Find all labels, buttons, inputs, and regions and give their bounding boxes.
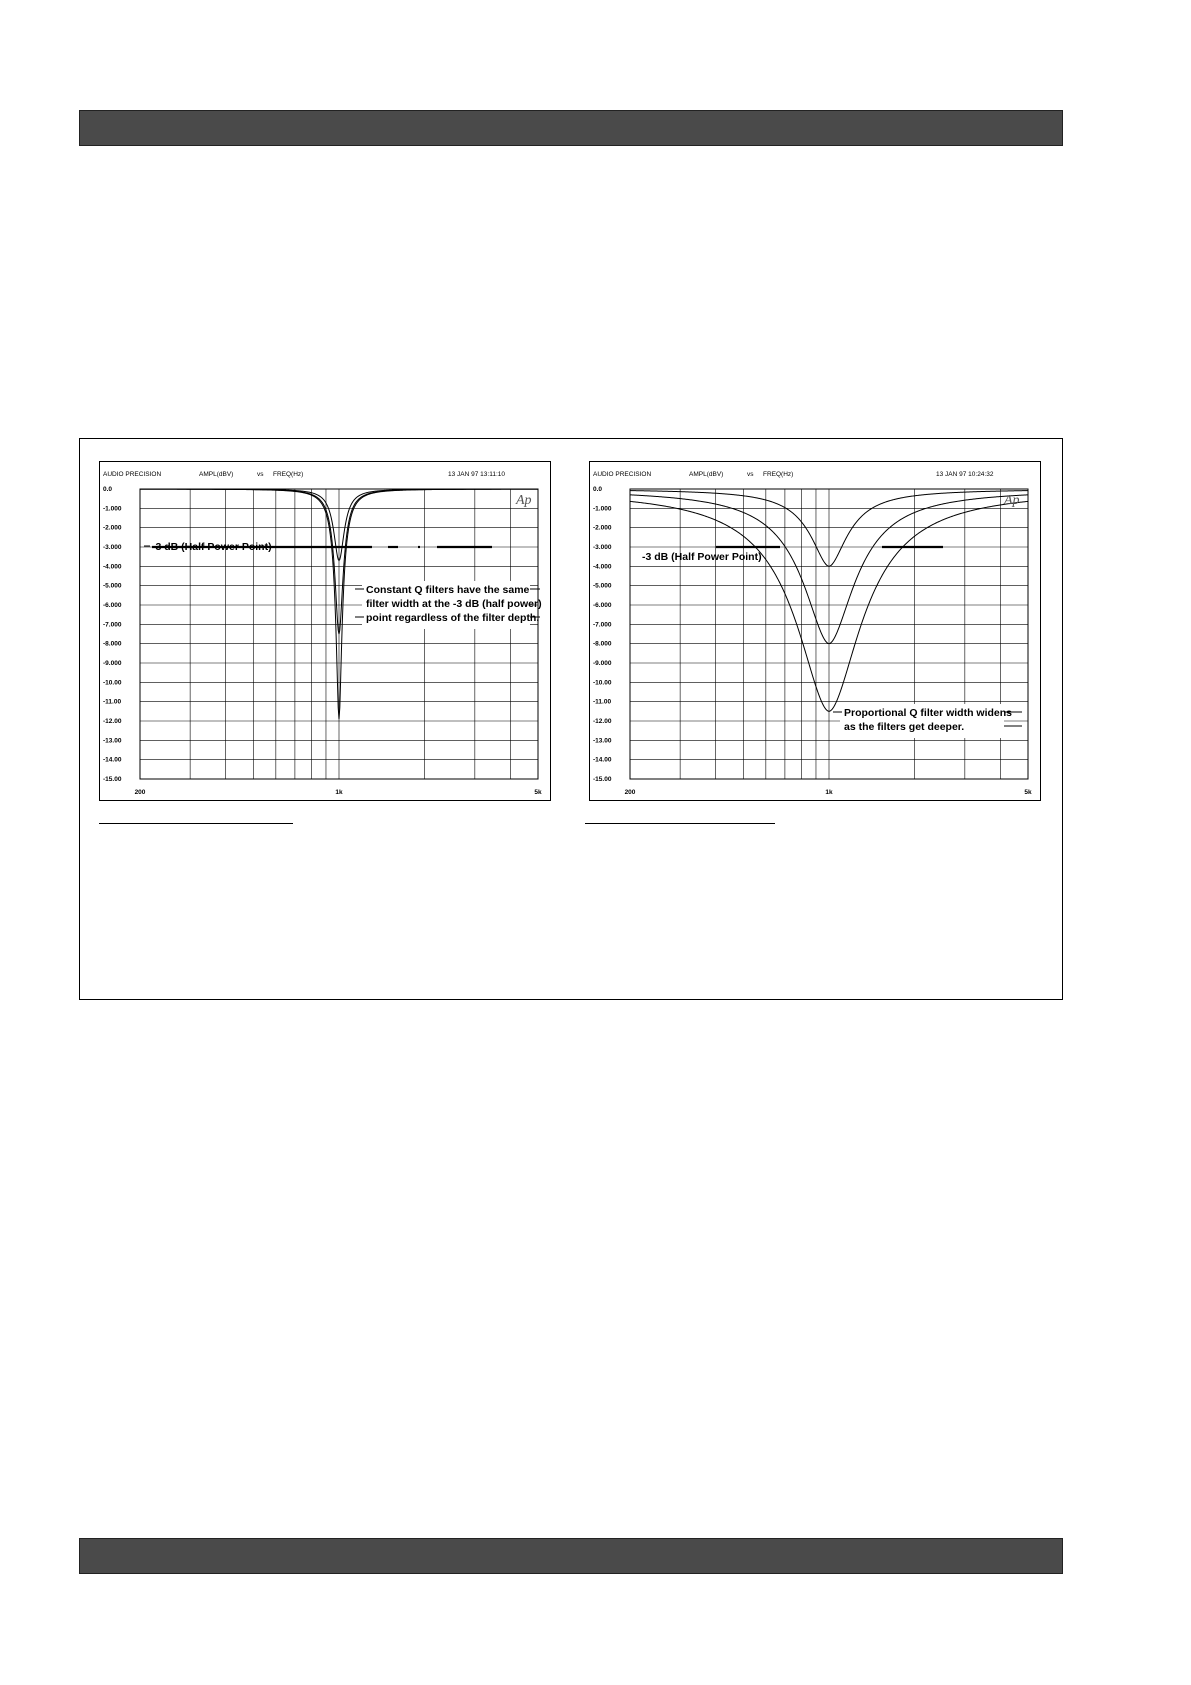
y-tick-label: -4.000 [103, 563, 122, 571]
x-tick-label: 1k [825, 789, 833, 796]
y-tick-label: -7.000 [103, 621, 122, 629]
chart-source-label: AUDIO PRECISION [103, 471, 162, 478]
x-tick-label: 5k [534, 789, 542, 796]
chart-timestamp: 13 JAN 97 13:11:10 [448, 471, 505, 478]
x-tick-label: 5k [1024, 789, 1032, 796]
y-tick-label: -9.000 [103, 660, 122, 667]
chart-vs-label: vs [257, 471, 264, 478]
y-tick-label: -14.00 [593, 756, 612, 764]
x-tick-label: 200 [624, 789, 636, 796]
ap-logo: Ap [1004, 493, 1020, 508]
chart-vs-label: vs [747, 471, 754, 478]
y-tick-label: -1.000 [103, 505, 122, 513]
y-tick-label: -8.000 [593, 640, 612, 648]
y-tick-label: -10.00 [593, 679, 612, 687]
y-tick-label: -5.000 [593, 582, 612, 590]
y-tick-label: -10.00 [103, 679, 122, 687]
y-tick-label: 0.0 [103, 486, 113, 493]
y-tick-label: -5.000 [103, 582, 122, 590]
annotation-text: filter width at the -3 dB (half power) [366, 598, 542, 610]
chart-y-quantity-label: AMPL(dBV) [199, 471, 234, 478]
annotation-text: as the filters get deeper. [844, 721, 965, 733]
half-power-label: -3 dB (Half Power Point) [642, 551, 762, 563]
y-tick-label: -12.00 [103, 718, 122, 725]
chart-x-quantity-label: FREQ(Hz) [763, 471, 794, 478]
y-tick-label: -1.000 [593, 505, 612, 513]
x-tick-label: 1k [335, 789, 343, 796]
x-tick-label: 200 [134, 789, 146, 796]
y-tick-label: -14.00 [103, 756, 122, 764]
figure-caption-rule [585, 823, 775, 824]
chart-timestamp: 13 JAN 97 10:24:32 [936, 471, 994, 478]
y-tick-label: -2.000 [103, 524, 122, 532]
annotation-text: Proportional Q filter width widens [844, 707, 1013, 719]
header-bar [79, 110, 1063, 146]
annotation-text: point regardless of the filter depth. [366, 612, 540, 624]
y-tick-label: -3.000 [593, 544, 612, 551]
y-tick-label: -2.000 [593, 524, 612, 532]
half-power-label: -3 dB (Half Power Point) [152, 541, 272, 553]
y-tick-label: -7.000 [593, 621, 612, 629]
proportional-q-plot [589, 461, 1041, 801]
y-tick-label: -6.000 [593, 602, 612, 609]
y-tick-label: -11.00 [103, 698, 122, 706]
ap-logo: Ap [516, 493, 532, 508]
y-tick-label: -13.00 [103, 737, 122, 745]
y-tick-label: -6.000 [103, 602, 122, 609]
chart-y-quantity-label: AMPL(dBV) [689, 471, 724, 478]
y-tick-label: -3.000 [103, 544, 122, 551]
footer-bar [79, 1538, 1063, 1574]
y-tick-label: -4.000 [593, 563, 612, 571]
y-tick-label: -15.00 [593, 776, 612, 783]
proportional-q-chart [590, 462, 1040, 800]
annotation-text: Constant Q filters have the same [366, 584, 530, 596]
figure-caption-rule [99, 823, 293, 824]
y-tick-label: -9.000 [593, 660, 612, 667]
y-tick-label: -15.00 [103, 776, 122, 783]
y-tick-label: -11.00 [593, 698, 612, 706]
constant-q-chart [100, 462, 550, 800]
constant-q-plot [99, 461, 551, 801]
y-tick-label: 0.0 [593, 486, 603, 493]
y-tick-label: -8.000 [103, 640, 122, 648]
y-tick-label: -12.00 [593, 718, 612, 725]
chart-source-label: AUDIO PRECISION [593, 471, 652, 478]
chart-x-quantity-label: FREQ(Hz) [273, 471, 304, 478]
y-tick-label: -13.00 [593, 737, 612, 745]
